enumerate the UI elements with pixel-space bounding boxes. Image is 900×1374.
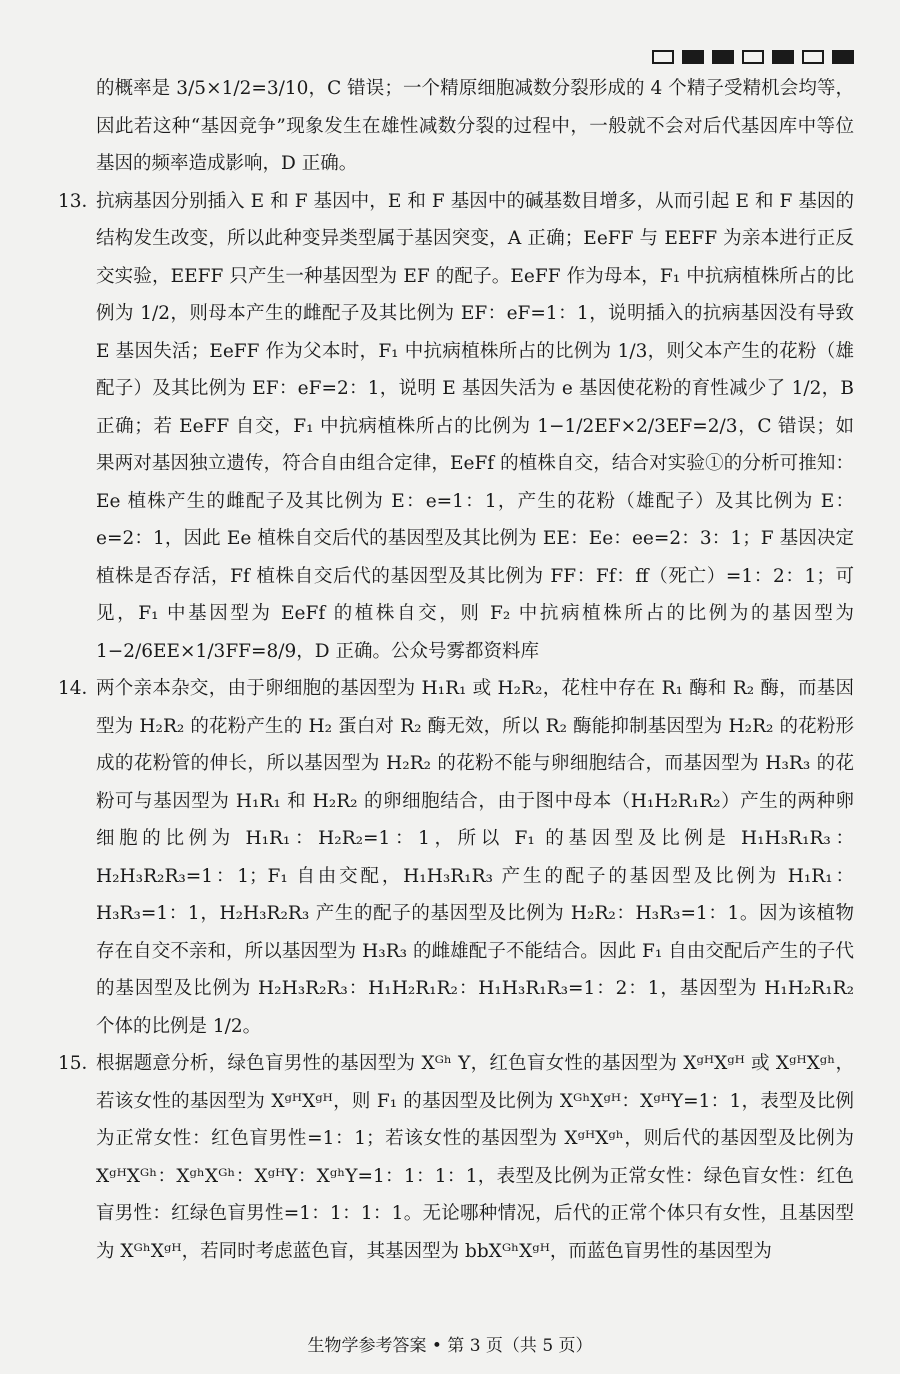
page-footer: 生物学参考答案 • 第 3 页（共 5 页） bbox=[307, 1336, 593, 1356]
page-mark-6 bbox=[802, 50, 824, 64]
page-mark-2 bbox=[682, 50, 704, 64]
answer-content bbox=[58, 70, 854, 1270]
item-number: 15． bbox=[58, 1053, 101, 1074]
page-mark-3 bbox=[712, 50, 734, 64]
item-text: 抗病基因分别插入 E 和 F 基因中，E 和 F 基因中的碱基数目增多，从而引起 E 和 F 基因的结构发生改变，所以此种变异类型属于基因突变，A 正确；EeFF 与 EEFF 为亲本进行正反交实验，EEFF 只产生一种基因型为 EF 的配子。EeFF 作为母本，F₁ 中抗病植株所占的比例为 1/2，则母本产生的雌配子及其比例为 EF：eF=1：1，说明插入的抗病基因没有导致 E 基因失活；EeFF 作为父本时，F₁ 中抗病植株所占的比例为 1/3，则父本产生的花粉（雄配子）及其比例为 EF：eF=2：1，说明 E 基因失活为 e 基因使花粉的育性减少了 1/2，B 正确；若 EeFF 自交，F₁ 中抗病植株所占的比例为 1−1/2EF×2/3EF=2/3，C 错误；如果两对基因独立遗传，符合自由组合定律，EeFf 的植株自交，结合对实验①的分析可推知：Ee 植株产生的雌配子及其比例为 E：e=1：1，产生的花粉（雄配子）及其比例为 E：e=2：1，因此 Ee 植株自交后代的基因型及其比例为 EE：Ee：ee=2：3：1；F 基因决定植株是否存活，Ff 植株自交后代的基因型及其比例为 FF：Ff：ff（死亡）=1：2：1；可见，F₁ 中基因型为 EeFf 的植株自交，则 F₂ 中抗病植株所占的比例为的基因型为 1−2/6EE×1/3FF=8/9，D 正确。公众号雾都资料库 bbox=[96, 190, 854, 662]
page-mark-1 bbox=[652, 50, 674, 64]
item-number: 14． bbox=[58, 678, 101, 699]
item-text: 两个亲本杂交，由于卵细胞的基因型为 H₁R₁ 或 H₂R₂，花柱中存在 R₁ 酶和 R₂ 酶，而基因型为 H₂R₂ 的花粉产生的 H₂ 蛋白对 R₂ 酶无效，所以 R₂ 酶能抑制基因型为 H₂R₂ 的花粉形成的花粉管的伸长，所以基因型为 H₂R₂ 的花粉不能与卵细胞结合，而基因型为 H₃R₃ 的花粉可与基因型为 H₁R₁ 和 H₂R₂ 的卵细胞结合，由于图中母本（H₁H₂R₁R₂）产生的两种卵细胞的比例为 H₁R₁：H₂R₂=1：1，所以 F₁ 的基因型及比例是 H₁H₃R₁R₃：H₂H₃R₂R₃=1：1；F₁ 自由交配，H₁H₃R₁R₃ 产生的配子的基因型及比例为 H₁R₁：H₃R₃=1：1，H₂H₃R₂R₃ 产生的配子的基因型及比例为 H₂R₂：H₃R₃=1：1。因为该植物存在自交不亲和，所以基因型为 H₃R₃ 的雌雄配子不能结合。因此 F₁ 自由交配后产生的子代的基因型及比例为 H₂H₃R₂R₃：H₁H₂R₁R₂：H₁H₃R₁R₃=1：2：1，基因型为 H₁H₂R₁R₂ 个体的比例是 1/2。 bbox=[96, 678, 854, 1037]
answer-item-13 bbox=[58, 183, 854, 671]
answer-item-14 bbox=[58, 670, 854, 1045]
page-mark-7 bbox=[832, 50, 854, 64]
page-mark-4 bbox=[742, 50, 764, 64]
item-text: 根据题意分析，绿色盲男性的基因型为 Xᴳʰ Y，红色盲女性的基因型为 XᵍᴴXᵍᴴ 或 XᵍᴴXᵍʰ，若该女性的基因型为 XᵍᴴXᵍᴴ，则 F₁ 的基因型及比例为 XᴳʰXᵍᴴ：XᵍᴴY=1：1，表型及比例为正常女性：红色盲男性=1：1；若该女性的基因型为 XᵍᴴXᵍʰ，则后代的基因型及比例为 XᵍᴴXᴳʰ：XᵍʰXᴳʰ：XᵍᴴY：XᵍʰY=1：1：1：1，表型及比例为正常女性：绿色盲女性：红色盲男性：红绿色盲男性=1：1：1：1。无论哪种情况，后代的正常个体只有女性，且基因型为 XᴳʰXᵍᴴ，若同时考虑蓝色盲，其基因型为 bbXᴳʰXᵍᴴ，而蓝色盲男性的基因型为 bbox=[96, 1053, 854, 1262]
continuation-paragraph: 的概率是 3/5×1/2=3/10，C 错误；一个精原细胞减数分裂形成的 4 个精子受精机会均等，因此若这种“基因竞争”现象发生在雄性减数分裂的过程中，一般就不会对后代基因库中等位基因的频率造成影响，D 正确。 bbox=[96, 78, 854, 174]
answer-item-15 bbox=[58, 1045, 854, 1270]
page-marks bbox=[652, 50, 854, 64]
page-mark-5 bbox=[772, 50, 794, 64]
item-number: 13． bbox=[58, 190, 101, 212]
